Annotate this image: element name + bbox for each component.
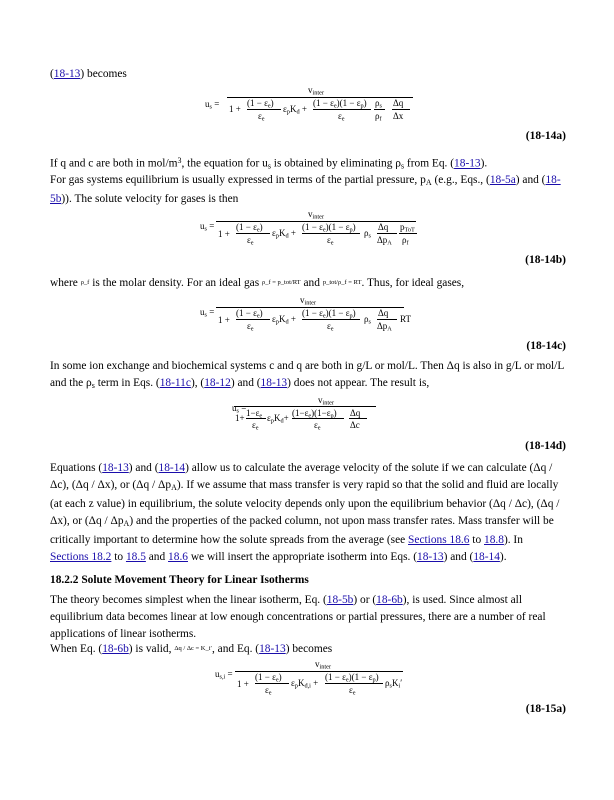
inline-equation-rho-f: ρ_f: [80, 279, 90, 286]
eq-link-18-13[interactable]: 18-13: [417, 550, 444, 563]
eq-link-18-5b[interactable]: 18-5b: [50, 174, 561, 205]
eq-link-18-5a[interactable]: 18-5a: [489, 174, 516, 186]
eq-link-18-13[interactable]: 18-13: [102, 462, 129, 474]
equation-18-14a: $u_s$ = $v_{inter}$ 1 + $(1 - \varepsilon_e)$ $\varepsilon_e$ $\varepsilon_pK_d$ + $(1 - \varepsilon_e)(1 - \varepsilon_p)$ $\varepsilon_e$ $\rho_s$ $\rho_f$ Δq Δx: [205, 86, 415, 126]
eq-link-18-14[interactable]: 18-14: [473, 550, 500, 563]
eq-link-18-6b[interactable]: 18-6b: [102, 643, 129, 655]
eq-link-18-12[interactable]: 18-12: [204, 377, 231, 389]
equation-number-18-14a: (18-14a): [525, 130, 566, 142]
paragraph-linear-isotherm: The theory becomes simplest when the linear isotherm, Eq. (18-5b) or (18-6b), is used. Since almost all equilibrium data becomes linear at low enough concentrations or partial pressures, there are a number of real applications of linear isotherms.: [50, 594, 546, 640]
paragraph-average-velocity: Equations (18-13) and (18-14) allow us to calculate the average velocity of the solute if we can calculate (Δq / Δc), (Δq / Δx), or $(\Delta q / \Delta p_A)$. If we assume that mass transfer is very rapid so that the solid and fluid are locally (at each z value) in equilibrium, the solute velocity depends only upon the equilibrium behavior (Δq / Δc), (Δq / Δx), or $(\Delta q / \Delta p_A)$ and the properties of the packed column, not upon mass transfer rates. Mass transfer will be critically important to determine how the solute spreads from the average (see Sections 18.6 to 18.8). In Sections 18.2 to 18.5 and 18.6 we will insert the appropriate isotherm into Eqs. (18-13) and (18-14).: [50, 462, 560, 563]
eq-link-18-6b[interactable]: 18-6b: [376, 594, 403, 606]
paragraph-when-valid: When Eq. (18-6b) is valid, Δq / Δc = K_i′, and Eq. (18-13) becomes: [50, 643, 333, 655]
section-heading: 18.2.2 Solute Movement Theory for Linear Isotherms: [50, 574, 309, 586]
equation-number-18-15a: (18-15a): [525, 703, 566, 715]
paragraph-mol-units: If q and c are both in mol/$m^3$, the equation for $u_s$ is obtained by eliminating $\rho_s$ from Eq. (18-13).: [50, 156, 488, 171]
eq-link-18-13[interactable]: 18-13: [259, 643, 286, 655]
eq-link-18-13[interactable]: 18-13: [53, 68, 81, 80]
section-link-18-6[interactable]: Sections 18.6: [408, 533, 470, 546]
section-link-18-6b[interactable]: 18.6: [168, 550, 188, 563]
paragraph-gas-systems: For gas systems equilibrium is usually expressed in terms of the partial pressure, $p_A$ (e.g., Eqs., (18-5a) and (18-5b)). The solute velocity for gases is then: [50, 174, 561, 205]
equation-18-14b: $u_s$ = $v_{inter}$ 1 + $(1 - \varepsilon_e)$ $\varepsilon_e$ $\varepsilon_pK_d$ + $(1 - \varepsilon_e)(1 - \varepsilon_p)$ $\varepsilon_e$ $\rho_s$ Δq $\Delta p_A$ $p_{ToT}$ $\rho_f$: [200, 210, 420, 250]
inline-equation-ptot-rho: p_tot/ρ_f = RT: [322, 279, 362, 286]
inline-equation-linear-k: Δq / Δc = K_i′: [174, 645, 212, 652]
equation-18-15a: $u_{s,i}$ = $v_{inter}$ 1 + $(1 - \varepsilon_e)$ $\varepsilon_e$ $\varepsilon_pK_{d,i}$ + $(1 - \varepsilon_e)(1 - \varepsilon_p)$ $\varepsilon_e$ $\rho_sK_i'$: [215, 659, 403, 697]
equation-number-18-14b: (18-14b): [525, 254, 566, 266]
intro-paragraph: (18-13) becomes: [50, 68, 127, 80]
eq-link-18-5b[interactable]: 18-5b: [326, 594, 354, 606]
eq-link-18-11c[interactable]: 18-11c: [159, 377, 191, 389]
equation-18-14c: $u_s$ = $v_{inter}$ 1 + $(1 - \varepsilon_e)$ $\varepsilon_e$ $\varepsilon_pK_d$ + $(1 - \varepsilon_e)(1 - \varepsilon_p)$ $\varepsilon_e$ $\rho_s$ Δq $\Delta p_A$ RT: [200, 295, 411, 333]
equation-18-14d: $u_s$ = $v_{inter}$ 1+ $1-\varepsilon_e$ $\varepsilon_e$ $\varepsilon_pK_d+$ $(1-\varepsilon_e)(1-\varepsilon_p)$ $\varepsilon_e$ Δq Δc: [232, 396, 392, 436]
section-link-18-2[interactable]: Sections 18.2: [50, 550, 112, 563]
eq-link-18-13[interactable]: 18-13: [260, 377, 288, 389]
equation-number-18-14d: (18-14d): [525, 440, 566, 452]
eq-link-18-13[interactable]: 18-13: [454, 157, 481, 170]
section-link-18-5[interactable]: 18.5: [125, 550, 146, 563]
paragraph-molar-density: where ρ_f is the molar density. For an ideal gas ρ_f = p_tot/RT and p_tot/ρ_f = RT. Thus, for ideal gases,: [50, 277, 465, 289]
inline-equation-ideal-gas: ρ_f = p_tot/RT: [261, 279, 301, 286]
paragraph-ion-exchange: In some ion exchange and biochemical systems c and q are both in g/L or mol/L. Then Δq is also in g/L or mol/L and the $\rho_s$ term in Eqs. (18-11c), (18-12) and (18-13) does not appear. The result is,: [50, 360, 564, 390]
eq-link-18-14[interactable]: 18-14: [158, 462, 186, 474]
equation-number-18-14c: (18-14c): [526, 340, 566, 352]
section-link-18-8[interactable]: 18.8: [484, 533, 504, 546]
